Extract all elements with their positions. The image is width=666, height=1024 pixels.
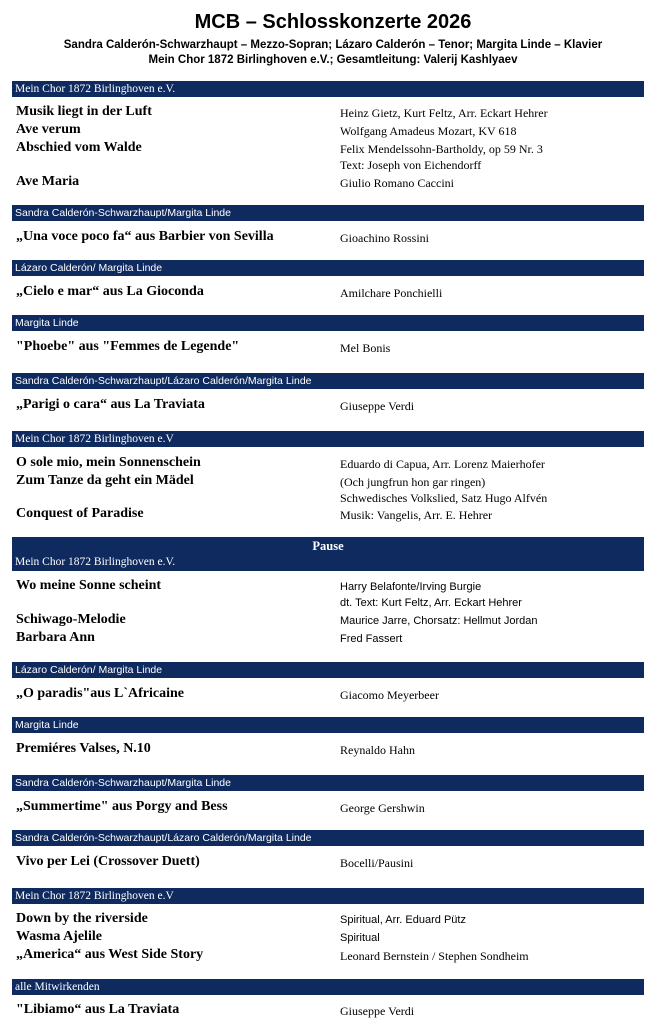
piece-composer: Spiritual, Arr. Eduard Pütz [340,914,466,926]
piece-composer: Giuseppe Verdi [340,1004,415,1018]
piece-title: „Parigi o cara“ aus La Traviata [16,397,205,412]
piece-arranger: Schwedisches Volkslied, Satz Hugo Alfvén [340,491,548,505]
piece-title: Zum Tanze da geht ein Mädel [16,473,194,488]
pause-label: Pause [312,539,344,553]
piece-composer: Bocelli/Pausini [340,856,414,870]
piece-composer: Heinz Gietz, Kurt Feltz, Arr. Eckart Hehrer [340,106,548,120]
piece-title: Ave Maria [16,174,80,189]
piece-title: "Libiamo“ aus La Traviata [16,1002,180,1017]
performers-line: Sandra Calderón-Schwarzhaupt – Mezzo-Sopran; Lázaro Calderón – Tenor; Margita Linde – Klavier [63,39,603,51]
pause-header [12,537,644,571]
piece-composer: Maurice Jarre, Chorsatz: Hellmut Jordan [340,615,538,627]
section-header-trio: Sandra Calderón-Schwarzhaupt/Lázaro Calderón/Margita Linde [12,830,644,846]
piece-composer: Fred Fassert [340,633,403,645]
piece-title: Wo meine Sonne scheint [16,578,162,593]
piece-composer: George Gershwin [340,801,425,815]
piece-title: „O paradis"aus L`Africaine [16,686,184,701]
section-header-tenor-piano: Lázaro Calderón/ Margita Linde [12,260,644,276]
piece-title: Vivo per Lei (Crossover Duett) [16,854,200,869]
section-header-all: alle Mitwirkenden [12,979,644,995]
piece-title: Musik liegt in der Luft [16,104,152,119]
piece-title: Schiwago-Melodie [16,612,126,627]
piece-title: Premiéres Valses, N.10 [16,741,151,756]
piece-title: Down by the riverside [16,911,148,926]
piece-composer: Eduardo di Capua, Arr. Lorenz Maierhofer [340,457,545,471]
piece-title: „Summertime" aus Porgy and Bess [16,799,228,814]
piece-composer: Giulio Romano Caccini [340,176,454,190]
piece-title: „Cielo e mar“ aus La Gioconda [16,284,204,299]
section-header-tenor-piano: Lázaro Calderón/ Margita Linde [12,662,644,678]
section-header-piano: Margita Linde [12,717,644,733]
piece-composer: Leonard Bernstein / Stephen Sondheim [340,949,529,963]
piece-title: Ave verum [16,122,81,137]
piece-composer: Mel Bonis [340,341,391,355]
piece-composer: Harry Belafonte/Irving Burgie [340,581,482,593]
piece-composer: Wolfgang Amadeus Mozart, KV 618 [340,124,517,138]
section-header-trio: Sandra Calderón-Schwarzhaupt/Lázaro Calderón/Margita Linde [12,373,644,389]
choir-line: Mein Chor 1872 Birlinghoven e.V.; Gesamtleitung: Valerij Kashlyaev [148,54,518,66]
piece-title: "Phoebe" aus "Femmes de Legende" [16,339,240,354]
piece-composer: Gioachino Rossini [340,231,429,245]
page-title: MCB – Schlosskonzerte 2026 [194,11,472,33]
section-header-mezzo-piano: Sandra Calderón-Schwarzhaupt/Margita Linde [12,775,644,791]
piece-composer: Amilchare Ponchielli [340,286,443,300]
piece-text-author: Text: Joseph von Eichendorff [340,158,482,172]
piece-composer: Spiritual [340,932,380,944]
piece-composer: Reynaldo Hahn [340,743,415,757]
piece-title: Wasma Ajelile [16,929,102,944]
section-header-choir: Mein Chor 1872 Birlinghoven e.V. [15,556,176,568]
section-header-choir: Mein Chor 1872 Birlinghoven e.V [12,888,644,904]
piece-composer: Giuseppe Verdi [340,399,415,413]
piece-title: Barbara Ann [16,630,95,645]
piece-title: O sole mio, mein Sonnenschein [16,455,201,470]
piece-title: Conquest of Paradise [16,506,144,521]
piece-title: Abschied vom Walde [16,140,142,155]
section-header-choir: Mein Chor 1872 Birlinghoven e.V [12,431,644,447]
piece-composer: (Och jungfrun hon gar ringen) [340,475,486,489]
piece-composer: Felix Mendelssohn-Bartholdy, op 59 Nr. 3 [340,142,543,156]
section-header-mezzo-piano: Sandra Calderón-Schwarzhaupt/Margita Linde [12,205,644,221]
piece-text-author: dt. Text: Kurt Feltz, Arr. Eckart Hehrer [340,597,522,609]
section-header-piano: Margita Linde [12,315,644,331]
piece-composer: Musik: Vangelis, Arr. E. Hehrer [340,508,493,522]
piece-title: „America“ aus West Side Story [16,947,204,962]
piece-title: „Una voce poco fa“ aus Barbier von Sevilla [16,229,274,244]
section-header-choir: Mein Chor 1872 Birlinghoven e.V. [12,81,644,97]
piece-composer: Giacomo Meyerbeer [340,688,439,702]
